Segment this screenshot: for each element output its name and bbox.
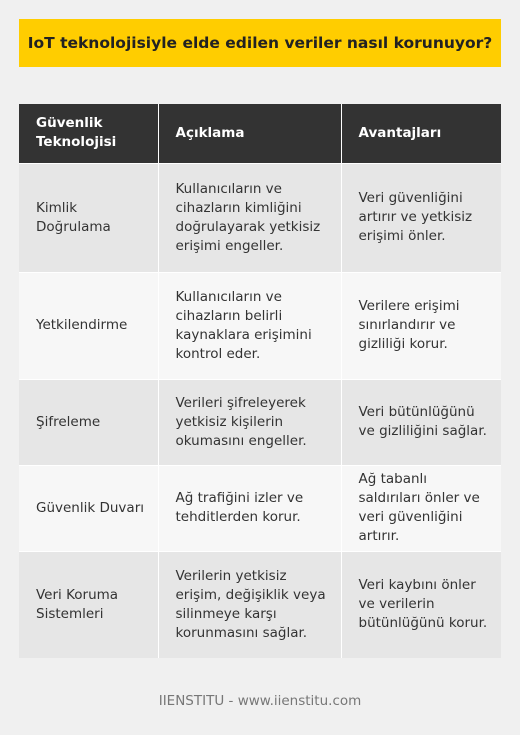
footer-credit: IIENSTITU - www.iienstitu.com <box>158 693 362 709</box>
technology-cell: Veri Koruma Sistemleri <box>19 551 158 658</box>
description-cell: Verilerin yetkisiz erişim, değişiklik veya silinmeye karşı korunmasını sağlar. <box>158 551 341 658</box>
column-header-description: Açıklama <box>158 104 341 163</box>
technology-cell: Güvenlik Duvarı <box>19 465 158 551</box>
technology-cell: Yetkilendirme <box>19 272 158 379</box>
table-row <box>19 163 501 272</box>
security-technologies-table <box>19 104 501 658</box>
description-cell: Kullanıcıların ve cihazların belirli kaynaklara erişimini kontrol eder. <box>158 272 341 379</box>
table-header-row <box>19 104 501 163</box>
description-cell: Kullanıcıların ve cihazların kimliğini doğrulayarak yetkisiz erişimi engeller. <box>158 163 341 272</box>
column-header-technology: Güvenlik Teknolojisi <box>19 104 158 163</box>
table-row <box>19 465 501 551</box>
column-header-advantages: Avantajları <box>341 104 501 163</box>
advantages-cell: Ağ tabanlı saldırıları önler ve veri güvenliğini artırır. <box>341 465 501 551</box>
advantages-cell: Veri güvenliğini artırır ve yetkisiz erişimi önler. <box>341 163 501 272</box>
description-cell: Ağ trafiğini izler ve tehditlerden korur. <box>158 465 341 551</box>
table-row <box>19 551 501 658</box>
advantages-cell: Veri kaybını önler ve verilerin bütünlüğünü korur. <box>341 551 501 658</box>
advantages-cell: Verilere erişimi sınırlandırır ve gizliliği korur. <box>341 272 501 379</box>
technology-cell: Şifreleme <box>19 379 158 465</box>
advantages-cell: Veri bütünlüğünü ve gizliliğini sağlar. <box>341 379 501 465</box>
description-cell: Verileri şifreleyerek yetkisiz kişilerin okumasını engeller. <box>158 379 341 465</box>
table-row <box>19 379 501 465</box>
technology-cell: Kimlik Doğrulama <box>19 163 158 272</box>
table-row <box>19 272 501 379</box>
page-title: IoT teknolojisiyle elde edilen veriler nasıl korunuyor? <box>19 19 501 67</box>
